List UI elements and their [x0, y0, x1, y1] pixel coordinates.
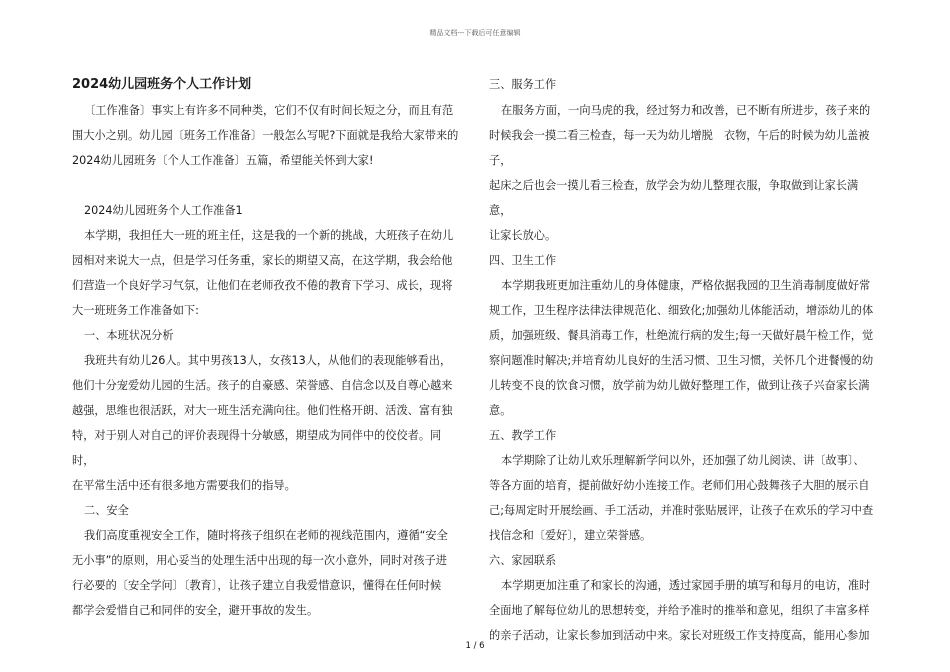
text-line: 都学会爱惜自己和同伴的安全，避开事故的发生。: [72, 604, 319, 617]
text-line: 园相对来说大一点，但是学习任务重，家长的期望又高，在这学期，我会给他: [72, 254, 453, 267]
text-line: 察问题准时解决;并培育幼儿良好的生活习惯、卫生习惯，关怀几个进餐慢的幼: [489, 354, 874, 367]
left-column: [72, 72, 462, 623]
text-line: 他们十分宠爱幼儿园的生活。孩子的自豪感、荣誉感、自信念以及自尊心越来: [72, 379, 453, 392]
text-line: 行必要的〔安全学问〕〔教育〕，让孩子建立自我爱惜意识，懂得在任何时候: [72, 579, 442, 592]
subheading: 五、教学工作: [489, 429, 557, 442]
page-indicator: 1 / 6: [465, 641, 485, 651]
paragraph: [489, 273, 879, 423]
subheading: 一、本班状况分析: [84, 329, 174, 342]
text-line: 2024幼儿园班务〔个人工作准备〕五篇，希望能关怀到大家!: [72, 154, 374, 167]
text-line: 己;每周定时开展绘画、手工活动，并准时张贴展评，让孩子在欢乐的学习中查: [489, 504, 874, 517]
text-line: 的亲子活动，让家长参加到活动中来。家长对班级工作支持度高，能用心参加: [489, 629, 870, 642]
text-line: 大一班班务工作准备如下:: [72, 304, 199, 317]
paragraph: [72, 523, 462, 623]
text-line: 在平常生活中还有很多地方需要我们的指导。: [72, 479, 296, 492]
text-line: 特，对于别人对自己的评价表现得十分敏感，期望成为同伴中的佼佼者。同时，: [72, 429, 442, 467]
text-line: 找信念和〔爱好〕，建立荣誉感。: [489, 529, 652, 542]
paragraph: [489, 98, 879, 248]
text-line: 无小事”的原则，用心妥当的处理生活中出现的每一次小意外，同时对孩子进: [72, 554, 447, 567]
text-line: 〔工作准备〕事实上有许多不同种类，它们不仅有时间长短之分，而且有范: [84, 104, 454, 117]
text-line: 围大小之别。幼儿园〔班务工作准备〕一般怎么写呢?下面就是我给大家带来的: [72, 129, 459, 142]
subheading: 四、卫生工作: [489, 254, 557, 267]
document-title: 2024幼儿园班务个人工作计划: [72, 77, 252, 92]
right-column: [489, 72, 879, 648]
text-line: 本学期更加注重了和家长的沟通，透过家园手册的填写和每月的电访，准时: [501, 579, 871, 592]
text-line: 越强，思维也很活跃，对大一班生活充满向往。他们性格开朗、活泼、富有独: [72, 404, 453, 417]
text-line: 本学期我班更加注重幼儿的身体健康，严格依据我园的卫生消毒制度做好常: [501, 279, 871, 292]
paragraph: [489, 448, 879, 548]
text-line: 们营造一个良好学习气氛，让他们在老师孜孜不倦的教育下学习、成长，现将: [72, 279, 453, 292]
text-line: 意。: [489, 404, 512, 417]
paragraph: [72, 348, 462, 498]
text-line: 本学期除了让幼儿欢乐理解新学问以外，还加强了幼儿阅读、讲〔故事〕、: [501, 454, 865, 467]
text-line: 等各方面的培育，提前做好幼小连接工作。老师们用心鼓舞孩子大胆的展示自: [489, 479, 870, 492]
intro-paragraph: [72, 98, 462, 173]
text-line: 全面地了解每位幼儿的思想转变，并给予准时的推举和意见，组织了丰富多样: [489, 604, 870, 617]
text-line: 规工作，卫生程序法律法律规范化、细致化;加强幼儿体能活动，增添幼儿的体: [489, 304, 874, 317]
text-line: 本学期，我担任大一班的班主任，这是我的一个新的挑战，大班孩子在幼儿: [84, 229, 454, 242]
section-heading: 2024幼儿园班务个人工作准备1: [84, 204, 243, 217]
text-line: 我们高度重视安全工作，随时将孩子组织在老师的视线范围内，遵循“安全: [84, 529, 448, 542]
text-line: 质，加强班级、餐具消毒工作，杜绝流行病的发生;每一天做好晨午检工作，觉: [489, 329, 874, 342]
subheading: 六、家园联系: [489, 554, 557, 567]
text-line: 让家长放心。: [489, 229, 557, 242]
text-line: 儿转变不良的饮食习惯，放学前为幼儿做好整理工作，做到让孩子兴奋家长满: [489, 379, 870, 392]
text-line: 我班共有幼儿26人。其中男孩13人，女孩13人，从他们的表现能够看出，: [84, 354, 452, 367]
text-line: 在服务方面，一向马虎的我，经过努力和改善，已不断有所进步，孩子来的: [501, 104, 871, 117]
paragraph: [489, 573, 879, 648]
text-line: 时候我会一摸二看三检查，每一天为幼儿增脱 衣物，午后的时候为幼儿盖被子，: [489, 129, 870, 167]
text-line: 起床之后也会一摸儿看三检查，放学会为幼儿整理衣服，争取做到让家长满意，: [489, 179, 859, 217]
subheading: 三、服务工作: [489, 78, 557, 91]
paragraph: [72, 223, 462, 323]
subheading: 二、安全: [84, 504, 129, 517]
header-note: 精品文档---下载后可任意编辑: [429, 29, 521, 37]
